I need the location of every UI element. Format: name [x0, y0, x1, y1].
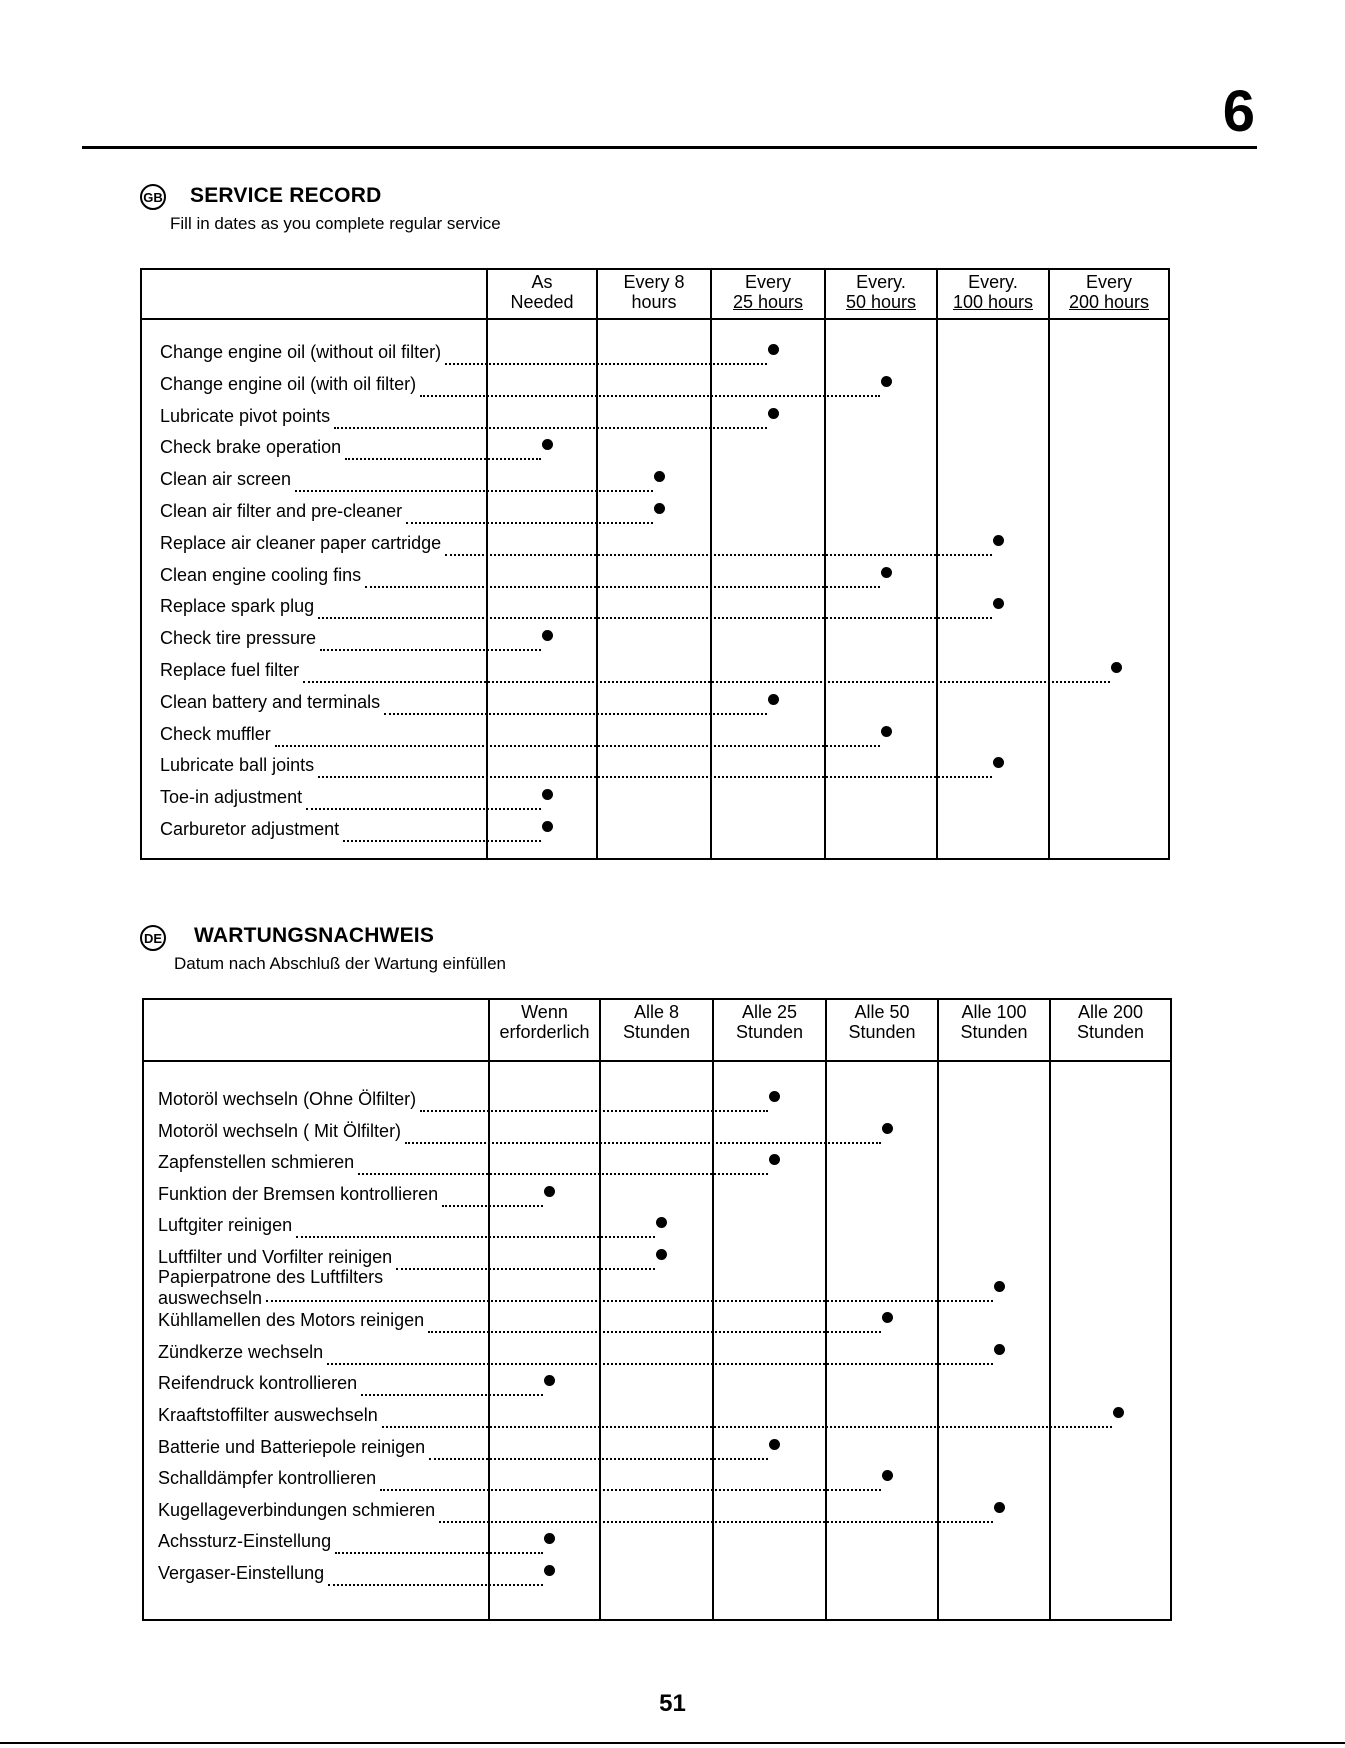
task-label-text: Vergaser-Einstellung — [158, 1563, 325, 1583]
leader-dots — [320, 649, 540, 651]
column-header-line2: Stunden — [622, 1022, 691, 1042]
section-subtitle: Datum nach Abschluß der Wartung einfüllen — [174, 954, 506, 973]
task-label-text: Achssturz-Einstellung — [158, 1531, 332, 1552]
column-header — [598, 272, 710, 312]
header-rule — [82, 146, 1257, 149]
task-label-text: Carburetor adjustment — [160, 819, 340, 839]
interval-bullet — [544, 1565, 555, 1576]
section-title: WARTUNGSNACHWEIS — [194, 924, 435, 947]
task-label — [158, 1531, 331, 1552]
leader-dots — [439, 1521, 992, 1523]
interval-bullet — [542, 821, 553, 832]
task-label-text: Clean air screen — [160, 469, 292, 490]
column-divider — [1048, 270, 1050, 858]
column-header — [712, 272, 824, 312]
interval-bullet — [544, 1533, 555, 1544]
interval-bullet — [769, 1154, 780, 1165]
language-badge: GB — [140, 184, 166, 210]
interval-bullet — [882, 1123, 893, 1134]
task-label — [158, 1405, 378, 1426]
leader-dots — [365, 586, 879, 588]
column-header — [938, 272, 1048, 312]
header-divider — [142, 318, 1168, 320]
interval-bullet — [993, 535, 1004, 546]
leader-dots — [396, 1268, 655, 1270]
task-label-text: Batterie und Batteriepole reinigen — [158, 1436, 426, 1457]
task-label-text: Check brake operation — [160, 437, 342, 458]
interval-bullet — [993, 757, 1004, 768]
column-header-line2: Stunden — [960, 1022, 1028, 1042]
column-divider — [825, 1000, 827, 1619]
header-divider — [144, 1060, 1170, 1062]
task-label — [160, 660, 299, 681]
column-header — [601, 1002, 712, 1042]
task-label — [160, 724, 271, 745]
column-header — [1051, 1002, 1170, 1042]
interval-bullet — [542, 439, 553, 450]
task-label-text: Check muffler — [160, 723, 271, 744]
column-header-line2: erforderlich — [499, 1022, 590, 1042]
leader-dots — [296, 1236, 655, 1238]
task-label — [158, 1267, 383, 1309]
task-label-text: Check tire pressure — [160, 628, 317, 649]
column-header-line1: Alle 100 — [961, 1002, 1027, 1022]
task-label-text: Luftfilter und Vorfilter reinigen — [158, 1247, 393, 1267]
leader-dots — [380, 1489, 880, 1491]
task-label-text: Zündkerze wechseln — [158, 1341, 324, 1362]
task-label — [158, 1152, 354, 1173]
column-header — [488, 272, 596, 312]
task-label-text: Lubricate ball joints — [160, 755, 315, 776]
interval-bullet — [656, 1217, 667, 1228]
column-divider — [488, 1000, 490, 1619]
task-label-text: Change engine oil (with oil filter) — [160, 373, 417, 394]
task-label — [158, 1089, 416, 1110]
column-header-line1: Every — [1085, 272, 1132, 292]
column-header-line2: 25 hours — [732, 292, 804, 312]
task-label — [160, 342, 441, 363]
column-header-line2: Stunden — [1076, 1022, 1145, 1042]
chapter-number: 6 — [1222, 79, 1255, 144]
column-divider — [486, 270, 488, 858]
task-label-text: Zapfenstellen schmieren — [158, 1152, 355, 1173]
leader-dots — [343, 840, 540, 842]
interval-bullet — [994, 1502, 1005, 1513]
column-header — [939, 1002, 1049, 1042]
column-header-line1: Every. — [856, 272, 906, 292]
leader-dots — [345, 458, 540, 460]
task-label-text: Toe-in adjustment — [160, 787, 303, 808]
page-number: 51 — [659, 1690, 686, 1717]
task-label-text: Change engine oil (without oil filter) — [160, 342, 442, 362]
column-header-line2: 200 hours — [1068, 292, 1150, 312]
task-label — [160, 565, 361, 586]
leader-dots — [420, 1110, 768, 1112]
section-title: SERVICE RECORD — [190, 184, 382, 207]
leader-dots — [306, 808, 540, 810]
leader-dots — [328, 1584, 543, 1586]
leader-dots — [266, 1300, 993, 1302]
column-header — [827, 1002, 937, 1042]
column-header-line1: Alle 25 — [741, 1002, 798, 1022]
leader-dots — [442, 1205, 543, 1207]
task-label — [160, 628, 316, 649]
column-header-line2: Stunden — [848, 1022, 916, 1042]
task-label — [158, 1373, 357, 1394]
leader-dots — [335, 1552, 543, 1554]
leader-dots — [327, 1363, 993, 1365]
column-header-line2: Stunden — [735, 1022, 804, 1042]
column-divider — [824, 270, 826, 858]
interval-bullet — [881, 567, 892, 578]
leader-dots — [318, 617, 992, 619]
interval-bullet — [994, 1281, 1005, 1292]
task-label-text: Kraaftstoffilter auswechseln — [158, 1405, 378, 1425]
task-label — [158, 1563, 324, 1584]
task-label — [160, 787, 302, 808]
task-label-text: Lubricate pivot points — [160, 405, 331, 426]
task-label — [158, 1437, 425, 1458]
task-label-text: Reifendruck kontrollieren — [158, 1373, 358, 1394]
task-label — [158, 1215, 292, 1236]
column-header-line2: 50 hours — [845, 292, 917, 312]
leader-dots — [428, 1331, 880, 1333]
column-divider — [1049, 1000, 1051, 1619]
column-header-line1: Alle 50 — [854, 1002, 910, 1022]
column-header-line1: Wenn — [521, 1002, 568, 1022]
interval-bullet — [768, 408, 779, 419]
interval-bullet — [882, 1312, 893, 1323]
task-label — [160, 469, 291, 490]
leader-dots — [429, 1458, 768, 1460]
interval-bullet — [769, 1439, 780, 1450]
task-label-text: Clean battery and terminals — [160, 691, 381, 712]
task-label-text: Clean air filter and pre-cleaner — [160, 501, 403, 521]
interval-bullet — [654, 503, 665, 514]
task-label — [158, 1500, 435, 1521]
task-label-text: Replace spark plug — [160, 596, 315, 617]
interval-bullet — [768, 344, 779, 355]
leader-dots — [361, 1394, 543, 1396]
column-header-line1: Every — [744, 272, 791, 292]
section-subtitle: Fill in dates as you complete regular service — [170, 214, 501, 233]
task-label — [158, 1310, 424, 1331]
interval-bullet — [656, 1249, 667, 1260]
task-label — [158, 1342, 323, 1363]
column-divider — [599, 1000, 601, 1619]
service-table — [140, 268, 1170, 860]
task-label — [160, 501, 402, 522]
column-divider — [596, 270, 598, 858]
column-header-line1: Every 8 — [623, 272, 685, 292]
task-label — [160, 406, 330, 427]
leader-dots — [445, 554, 991, 556]
leader-dots — [406, 522, 653, 524]
task-label — [160, 374, 416, 395]
leader-dots — [295, 490, 653, 492]
interval-bullet — [544, 1375, 555, 1386]
column-divider — [936, 270, 938, 858]
task-label-text: Funktion der Bremsen kontrollieren — [158, 1183, 439, 1204]
interval-bullet — [994, 1344, 1005, 1355]
task-label-text: Luftgiter reinigen — [158, 1215, 293, 1236]
interval-bullet — [1113, 1407, 1124, 1418]
leader-dots — [275, 745, 880, 747]
column-header — [1050, 272, 1168, 312]
interval-bullet — [881, 376, 892, 387]
column-header — [490, 1002, 599, 1042]
interval-bullet — [1111, 662, 1122, 673]
task-label-text: Kugellageverbindungen schmieren — [158, 1499, 436, 1520]
leader-dots — [382, 1426, 1112, 1428]
interval-bullet — [993, 598, 1004, 609]
task-label — [160, 755, 314, 776]
column-header-line2: hours — [631, 292, 677, 312]
task-label — [160, 596, 314, 617]
leader-dots — [358, 1173, 768, 1175]
leader-dots — [445, 363, 767, 365]
task-label-text: Kühllamellen des Motors reinigen — [158, 1310, 425, 1331]
task-label — [158, 1184, 438, 1205]
interval-bullet — [882, 1470, 893, 1481]
task-label — [160, 819, 339, 840]
task-label — [160, 692, 380, 713]
leader-dots — [334, 427, 767, 429]
column-header-line2: 100 hours — [952, 292, 1034, 312]
language-badge: DE — [140, 925, 166, 951]
task-label-text: Motoröl wechseln ( Mit Ölfilter) — [158, 1120, 402, 1141]
interval-bullet — [769, 1091, 780, 1102]
column-header-line1: Every. — [968, 272, 1018, 292]
task-label-text: Schalldämpfer kontrollieren — [158, 1468, 377, 1489]
column-header-line1: Alle 200 — [1077, 1002, 1144, 1022]
task-label — [160, 533, 441, 554]
interval-bullet — [544, 1186, 555, 1197]
task-label-text-line2: auswechseln — [158, 1287, 263, 1308]
task-label — [158, 1247, 392, 1268]
column-divider — [937, 1000, 939, 1619]
task-label-text: Replace fuel filter — [160, 660, 300, 680]
service-table — [142, 998, 1172, 1621]
column-header — [714, 1002, 825, 1042]
leader-dots — [420, 395, 879, 397]
leader-dots — [303, 681, 1110, 683]
column-header — [826, 272, 936, 312]
task-label-text: Papierpatrone des Luftfilters — [158, 1266, 384, 1287]
task-label — [160, 437, 341, 458]
task-label — [158, 1121, 401, 1142]
task-label-text: Clean engine cooling fins — [160, 564, 362, 585]
column-divider — [710, 270, 712, 858]
column-header-line1: As — [531, 272, 553, 292]
interval-bullet — [542, 630, 553, 641]
task-label-text: Replace air cleaner paper cartridge — [160, 532, 442, 553]
bottom-rule — [0, 1742, 1345, 1744]
column-divider — [712, 1000, 714, 1619]
interval-bullet — [768, 694, 779, 705]
leader-dots — [318, 776, 992, 778]
leader-dots — [384, 713, 767, 715]
column-header-line1: Alle 8 — [633, 1002, 680, 1022]
interval-bullet — [654, 471, 665, 482]
leader-dots — [405, 1142, 881, 1144]
interval-bullet — [881, 726, 892, 737]
task-label — [158, 1468, 376, 1489]
task-label-text: Motoröl wechseln (Ohne Ölfilter) — [158, 1089, 417, 1109]
column-header-line2: Needed — [510, 292, 574, 312]
interval-bullet — [542, 789, 553, 800]
